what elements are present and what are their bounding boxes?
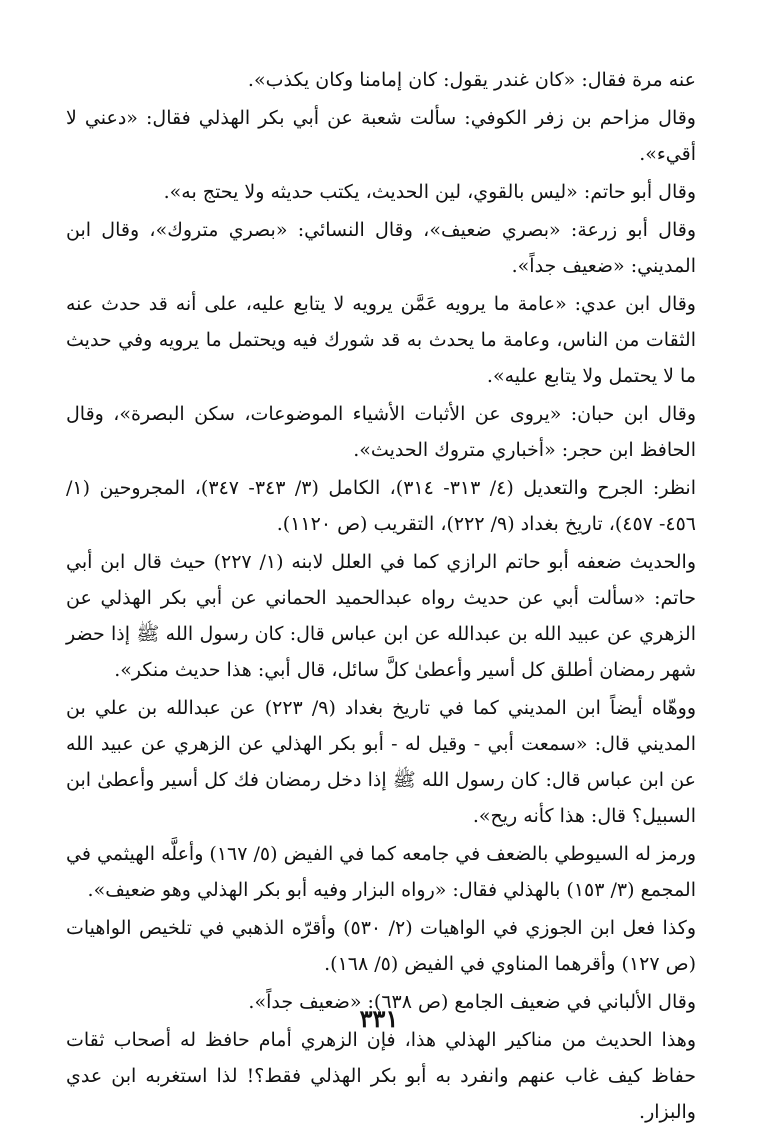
page-body — [66, 62, 696, 1132]
paragraph-2: وقال مزاحم بن زفر الكوفي: سألت شعبة عن أبي بكر الهذلي فقال: «دعني لا أقيء». — [66, 107, 696, 165]
paragraph-9: ووهّاه أيضاً ابن المديني كما في تاريخ بغداد (٩/ ٢٢٣) عن عبدالله بن علي بن المديني قال: «سمعت أبي - وقيل له - أبو بكر الهذلي عن الزهري عن عبيد الله عن ابن عباس قال: كان رسول الله ﷺ إذا دخل رمضان فك كل أسير وأعطىٰ ابن السبيل؟ قال: هذا كأنه ريح». — [66, 697, 696, 827]
paragraph-12: وقال الألباني في ضعيف الجامع (ص ٦٣٨): «ضعيف جداً». — [248, 991, 696, 1013]
paragraph-8: والحديث ضعفه أبو حاتم الرازي كما في العلل لابنه (١/ ٢٢٧) حيث قال ابن أبي حاتم: «سألت أبي عن حديث رواه عبدالحميد الحماني عن أبي بكر الهذلي عن الزهري عن عبيد الله بن عبدالله عن ابن عباس قال: كان رسول الله ﷺ إذا حضر شهر رمضان أطلق كل أسير وأعطىٰ كلَّ سائل، قال أبي: هذا حديث منكر». — [66, 551, 696, 681]
paragraph-10: ورمز له السيوطي بالضعف في جامعه كما في الفيض (٥/ ١٦٧) وأعلَّه الهيثمي في المجمع (٣/ ١٥٣) بالهذلي فقال: «رواه البزار وفيه أبو بكر الهذلي وهو ضعيف». — [65, 843, 696, 901]
paragraph-1: عنه مرة فقال: «كان غندر يقول: كان إمامنا وكان يكذب». — [247, 69, 696, 91]
paragraph-11: وكذا فعل ابن الجوزي في الواهيات (٢/ ٥٣٠) وأقرّه الذهبي في تلخيص الواهيات (ص ١٢٧) وأقرهما المناوي في الفيض (٥/ ١٦٨). — [66, 917, 696, 975]
paragraph-6: وقال ابن حبان: «يروى عن الأثبات الأشياء الموضوعات، سكن البصرة»، وقال الحافظ ابن حجر: «أخباري متروك الحديث». — [66, 403, 696, 461]
page-number: ٣٣١ — [359, 1004, 399, 1033]
paragraph-13: وهذا الحديث من مناكير الهذلي هذا، فإن الزهري أمام حافظ له أصحاب ثقات حفاظ كيف غاب عنهم وانفرد به أبو بكر الهذلي فقط؟! لذا استغربه ابن عدي والبزار. — [66, 1029, 696, 1123]
paragraph-3: وقال أبو حاتم: «ليس بالقوي، لين الحديث، يكتب حديثه ولا يحتج به». — [163, 181, 696, 203]
paragraph-7: انظر: الجرح والتعديل (٤/ ٣١٣- ٣١٤)، الكامل (٣/ ٣٤٣- ٣٤٧)، المجروحين (١/ ٤٥٦- ٤٥٧)، تاريخ بغداد (٩/ ٢٢٢)، التقريب (ص ١١٢٠). — [66, 477, 696, 535]
paragraph-5: وقال ابن عدي: «عامة ما يرويه عَمَّن يرويه لا يتابع عليه، على أنه قد حدث عنه الثقات من الناس، وعامة ما يحدث به قد شورك فيه ويحتمل ما يرويه وفي حديث ما لا يحتمل ولا يتابع عليه». — [66, 293, 696, 387]
paragraph-4: وقال أبو زرعة: «بصري ضعيف»، وقال النسائي: «بصري متروك»، وقال ابن المديني: «ضعيف جداً». — [66, 219, 696, 277]
